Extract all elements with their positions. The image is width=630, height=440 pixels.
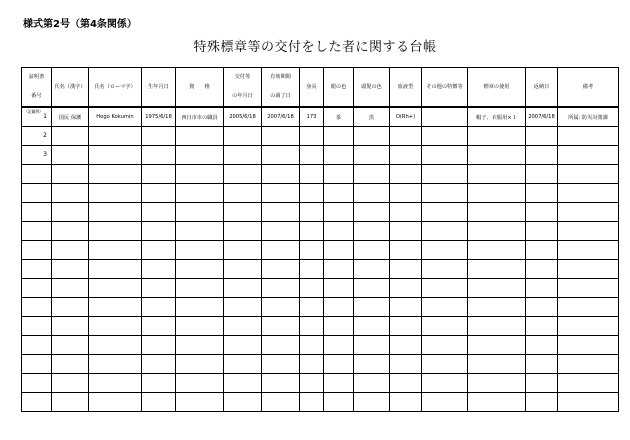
cell-name-kanji	[52, 165, 89, 184]
cell-expires	[262, 374, 300, 393]
cell-name-roman	[89, 146, 142, 165]
column-header-label: 番号	[31, 93, 42, 99]
column-header-label: 備考	[582, 83, 594, 90]
table-row	[22, 165, 619, 184]
cell-usage	[468, 355, 526, 374]
cell-eye	[324, 260, 354, 279]
cell-returned	[526, 241, 558, 260]
cell-remarks	[558, 355, 619, 374]
cell-height	[300, 184, 324, 203]
cell-height	[300, 127, 324, 146]
cell-height	[300, 393, 324, 412]
cell-issued	[224, 241, 262, 260]
cell-hair	[354, 146, 390, 165]
cell-other	[422, 165, 468, 184]
table-header-row	[22, 68, 619, 108]
cell-issued	[224, 127, 262, 146]
certificate-number-cell	[22, 184, 52, 203]
cell-hair	[354, 393, 390, 412]
cell-expires	[262, 146, 300, 165]
cell-issued	[224, 336, 262, 355]
cell-expires	[262, 165, 300, 184]
cell-usage	[468, 317, 526, 336]
cell-qualification	[176, 203, 224, 222]
cell-name-kanji	[52, 355, 89, 374]
cell-returned	[526, 127, 558, 146]
table-row	[22, 393, 619, 412]
cell-eye	[324, 241, 354, 260]
cell-issued	[224, 260, 262, 279]
cell-name-kanji	[52, 393, 89, 412]
column-header	[354, 68, 390, 108]
form-number: 様式第2号（第4条関係）	[23, 19, 137, 30]
cell-usage	[468, 298, 526, 317]
cell-eye	[324, 203, 354, 222]
cell-issued	[224, 184, 262, 203]
cell-eye	[324, 393, 354, 412]
cell-birth	[142, 279, 176, 298]
cell-qualification	[176, 355, 224, 374]
cell-remarks	[558, 336, 619, 355]
cell-hair	[354, 355, 390, 374]
cell-remarks	[558, 317, 619, 336]
table-row	[22, 203, 619, 222]
cell-blood	[390, 222, 422, 241]
cell-name-kanji	[52, 260, 89, 279]
cell-birth	[142, 317, 176, 336]
cell-birth	[142, 203, 176, 222]
example-label: （記載例）	[24, 109, 43, 114]
cell-other	[422, 279, 468, 298]
column-header-label: 氏名（ローマ字）	[94, 83, 136, 90]
cell-usage	[468, 184, 526, 203]
cell-returned	[526, 203, 558, 222]
cell-issued	[224, 374, 262, 393]
cell-birth	[142, 260, 176, 279]
cell-name-roman: Hogo Kokumin	[89, 107, 142, 127]
cell-expires	[262, 317, 300, 336]
certificate-number-cell	[22, 107, 52, 127]
cell-usage	[468, 260, 526, 279]
cell-blood	[390, 393, 422, 412]
cell-name-kanji	[52, 184, 89, 203]
certificate-number-cell	[22, 336, 52, 355]
column-header-label: その他の特徴等	[426, 83, 463, 90]
certificate-number-cell	[22, 393, 52, 412]
cell-remarks	[558, 165, 619, 184]
column-header	[89, 68, 142, 108]
cell-other	[422, 298, 468, 317]
cell-issued	[224, 298, 262, 317]
cell-remarks	[558, 260, 619, 279]
cell-remarks	[558, 184, 619, 203]
cell-eye	[324, 184, 354, 203]
cell-name-roman	[89, 222, 142, 241]
cell-returned	[526, 260, 558, 279]
column-header-label: 資 格	[189, 83, 210, 90]
cell-other	[422, 374, 468, 393]
cell-blood	[390, 317, 422, 336]
cell-hair	[354, 336, 390, 355]
cell-name-kanji	[52, 127, 89, 146]
row-index: 2	[43, 132, 47, 139]
cell-expires	[262, 355, 300, 374]
column-header	[300, 68, 324, 108]
cell-name-roman	[89, 127, 142, 146]
cell-usage: 帽子、衣服用×１	[468, 107, 526, 127]
cell-eye	[324, 374, 354, 393]
row-index: 1	[43, 113, 47, 120]
cell-returned	[526, 355, 558, 374]
column-header	[422, 68, 468, 108]
column-header	[22, 68, 52, 108]
cell-birth	[142, 393, 176, 412]
cell-name-kanji	[52, 336, 89, 355]
cell-blood	[390, 146, 422, 165]
cell-hair	[354, 298, 390, 317]
cell-birth	[142, 374, 176, 393]
cell-returned	[526, 374, 558, 393]
table-row	[22, 317, 619, 336]
cell-usage	[468, 393, 526, 412]
cell-blood	[390, 241, 422, 260]
column-header	[142, 68, 176, 108]
cell-birth	[142, 336, 176, 355]
cell-birth	[142, 184, 176, 203]
cell-returned	[526, 165, 558, 184]
column-header-label: 返納日	[533, 83, 550, 90]
cell-remarks	[558, 279, 619, 298]
column-header	[468, 68, 526, 108]
cell-name-roman	[89, 336, 142, 355]
cell-other	[422, 146, 468, 165]
cell-expires	[262, 298, 300, 317]
certificate-number-cell	[22, 355, 52, 374]
cell-name-roman	[89, 279, 142, 298]
cell-name-kanji	[52, 241, 89, 260]
table-row	[22, 107, 619, 127]
cell-hair	[354, 203, 390, 222]
cell-qualification	[176, 222, 224, 241]
cell-expires: 2007/6/18	[262, 107, 300, 127]
cell-height	[300, 317, 324, 336]
cell-other	[422, 355, 468, 374]
cell-qualification	[176, 336, 224, 355]
page-title: 特殊標章等の交付をした者に関する台帳	[193, 40, 437, 55]
cell-name-roman	[89, 355, 142, 374]
cell-name-roman	[89, 165, 142, 184]
column-header	[176, 68, 224, 108]
column-header-label: 氏名（漢字）	[54, 83, 86, 90]
cell-issued	[224, 222, 262, 241]
cell-remarks	[558, 222, 619, 241]
cell-birth	[142, 298, 176, 317]
cell-issued	[224, 279, 262, 298]
table-row	[22, 260, 619, 279]
cell-blood	[390, 203, 422, 222]
cell-height	[300, 298, 324, 317]
cell-hair: 黒	[354, 107, 390, 127]
cell-qualification	[176, 260, 224, 279]
cell-blood	[390, 336, 422, 355]
column-header-label: 標章の使用	[483, 83, 510, 90]
cell-name-kanji	[52, 279, 89, 298]
cell-hair	[354, 127, 390, 146]
cell-name-roman	[89, 260, 142, 279]
cell-birth	[142, 241, 176, 260]
cell-expires	[262, 393, 300, 412]
table-row	[22, 279, 619, 298]
column-header-label: 眼の色	[330, 83, 347, 90]
cell-name-roman	[89, 184, 142, 203]
cell-eye	[324, 165, 354, 184]
cell-other	[422, 317, 468, 336]
cell-usage	[468, 146, 526, 165]
cell-returned	[526, 146, 558, 165]
certificate-number-cell	[22, 165, 52, 184]
cell-qualification	[176, 393, 224, 412]
cell-eye	[324, 336, 354, 355]
cell-issued	[224, 355, 262, 374]
column-header-label: 交付等	[234, 74, 251, 80]
cell-eye	[324, 279, 354, 298]
cell-qualification	[176, 279, 224, 298]
cell-other	[422, 393, 468, 412]
cell-name-roman	[89, 241, 142, 260]
cell-blood	[390, 374, 422, 393]
column-header-label: 頭髪の色	[361, 83, 382, 90]
cell-issued	[224, 146, 262, 165]
table-row	[22, 241, 619, 260]
certificate-number-cell	[22, 203, 52, 222]
certificate-number-cell	[22, 260, 52, 279]
cell-expires	[262, 222, 300, 241]
cell-returned	[526, 336, 558, 355]
column-header	[262, 68, 300, 108]
cell-hair	[354, 184, 390, 203]
column-header-label: の満了日	[270, 93, 291, 99]
column-header	[224, 68, 262, 108]
cell-qualification	[176, 298, 224, 317]
cell-birth	[142, 146, 176, 165]
cell-qualification	[176, 317, 224, 336]
cell-hair	[354, 279, 390, 298]
column-header-label: の年月日	[232, 93, 253, 99]
cell-remarks	[558, 203, 619, 222]
cell-remarks	[558, 393, 619, 412]
cell-eye	[324, 355, 354, 374]
certificate-number-cell	[22, 127, 52, 146]
cell-blood	[390, 184, 422, 203]
cell-height	[300, 260, 324, 279]
cell-name-kanji	[52, 374, 89, 393]
cell-hair	[354, 260, 390, 279]
cell-eye: 茶	[324, 107, 354, 127]
cell-height	[300, 146, 324, 165]
column-header-label: 有効期間	[270, 74, 291, 80]
cell-height: 173	[300, 107, 324, 127]
cell-blood	[390, 165, 422, 184]
cell-issued: 2005/6/18	[224, 107, 262, 127]
table-row	[22, 355, 619, 374]
ledger-table	[21, 67, 619, 412]
certificate-number-cell	[22, 374, 52, 393]
cell-name-kanji	[52, 203, 89, 222]
cell-blood	[390, 127, 422, 146]
certificate-number-cell	[22, 146, 52, 165]
cell-remarks: 所属: 防災対策課	[558, 107, 619, 127]
cell-eye	[324, 127, 354, 146]
cell-height	[300, 222, 324, 241]
cell-returned	[526, 279, 558, 298]
cell-usage	[468, 127, 526, 146]
cell-qualification	[176, 241, 224, 260]
cell-expires	[262, 184, 300, 203]
cell-qualification	[176, 165, 224, 184]
cell-height	[300, 336, 324, 355]
column-header	[526, 68, 558, 108]
cell-height	[300, 279, 324, 298]
cell-usage	[468, 336, 526, 355]
cell-remarks	[558, 374, 619, 393]
cell-name-roman	[89, 203, 142, 222]
cell-usage	[468, 279, 526, 298]
column-header	[52, 68, 89, 108]
column-header	[390, 68, 422, 108]
cell-birth: 1975/6/18	[142, 107, 176, 127]
cell-birth	[142, 222, 176, 241]
cell-height	[300, 355, 324, 374]
cell-returned: 2007/6/18	[526, 107, 558, 127]
cell-name-kanji	[52, 222, 89, 241]
certificate-number-cell	[22, 298, 52, 317]
table-row	[22, 184, 619, 203]
cell-expires	[262, 241, 300, 260]
certificate-number-cell	[22, 222, 52, 241]
cell-usage	[468, 165, 526, 184]
cell-name-kanji	[52, 298, 89, 317]
cell-usage	[468, 241, 526, 260]
table-row	[22, 298, 619, 317]
cell-name-kanji	[52, 317, 89, 336]
cell-returned	[526, 222, 558, 241]
cell-other	[422, 127, 468, 146]
cell-other	[422, 336, 468, 355]
cell-hair	[354, 165, 390, 184]
cell-returned	[526, 393, 558, 412]
cell-expires	[262, 336, 300, 355]
cell-hair	[354, 241, 390, 260]
cell-issued	[224, 393, 262, 412]
cell-qualification	[176, 146, 224, 165]
cell-issued	[224, 203, 262, 222]
table-row	[22, 127, 619, 146]
cell-name-kanji	[52, 146, 89, 165]
cell-blood: O(Rh+)	[390, 107, 422, 127]
column-header-label: 身長	[306, 83, 317, 90]
cell-hair	[354, 222, 390, 241]
column-header-label: 生年月日	[148, 83, 169, 90]
cell-birth	[142, 355, 176, 374]
cell-returned	[526, 184, 558, 203]
cell-name-roman	[89, 298, 142, 317]
cell-remarks	[558, 298, 619, 317]
cell-blood	[390, 355, 422, 374]
cell-other	[422, 241, 468, 260]
column-header-label: 証明書	[28, 74, 45, 80]
cell-remarks	[558, 146, 619, 165]
cell-other	[422, 260, 468, 279]
cell-hair	[354, 374, 390, 393]
certificate-number-cell	[22, 279, 52, 298]
cell-usage	[468, 374, 526, 393]
cell-eye	[324, 317, 354, 336]
cell-remarks	[558, 127, 619, 146]
certificate-number-cell	[22, 241, 52, 260]
cell-other	[422, 107, 468, 127]
cell-name-roman	[89, 393, 142, 412]
cell-blood	[390, 298, 422, 317]
cell-expires	[262, 127, 300, 146]
table-row	[22, 374, 619, 393]
cell-height	[300, 203, 324, 222]
column-header	[324, 68, 354, 108]
cell-name-roman	[89, 374, 142, 393]
cell-height	[300, 374, 324, 393]
cell-birth	[142, 165, 176, 184]
cell-remarks	[558, 241, 619, 260]
cell-name-roman	[89, 317, 142, 336]
row-index: 3	[43, 151, 47, 158]
cell-returned	[526, 298, 558, 317]
cell-usage	[468, 203, 526, 222]
cell-issued	[224, 165, 262, 184]
cell-qualification	[176, 127, 224, 146]
cell-expires	[262, 203, 300, 222]
table-row	[22, 222, 619, 241]
table-row	[22, 336, 619, 355]
cell-other	[422, 184, 468, 203]
cell-expires	[262, 279, 300, 298]
cell-name-kanji: 国民 保護	[52, 107, 89, 127]
column-header-label: 血液型	[397, 83, 414, 90]
table-row	[22, 146, 619, 165]
cell-other	[422, 222, 468, 241]
cell-blood	[390, 260, 422, 279]
cell-returned	[526, 317, 558, 336]
cell-other	[422, 203, 468, 222]
cell-expires	[262, 260, 300, 279]
column-header	[558, 68, 619, 108]
cell-height	[300, 165, 324, 184]
cell-height	[300, 241, 324, 260]
cell-hair	[354, 317, 390, 336]
cell-issued	[224, 317, 262, 336]
cell-eye	[324, 146, 354, 165]
cell-usage	[468, 222, 526, 241]
cell-qualification	[176, 374, 224, 393]
cell-eye	[324, 222, 354, 241]
cell-birth	[142, 127, 176, 146]
cell-qualification	[176, 184, 224, 203]
certificate-number-cell	[22, 317, 52, 336]
cell-eye	[324, 298, 354, 317]
cell-qualification: 西日市市の職員	[176, 107, 224, 127]
cell-blood	[390, 279, 422, 298]
